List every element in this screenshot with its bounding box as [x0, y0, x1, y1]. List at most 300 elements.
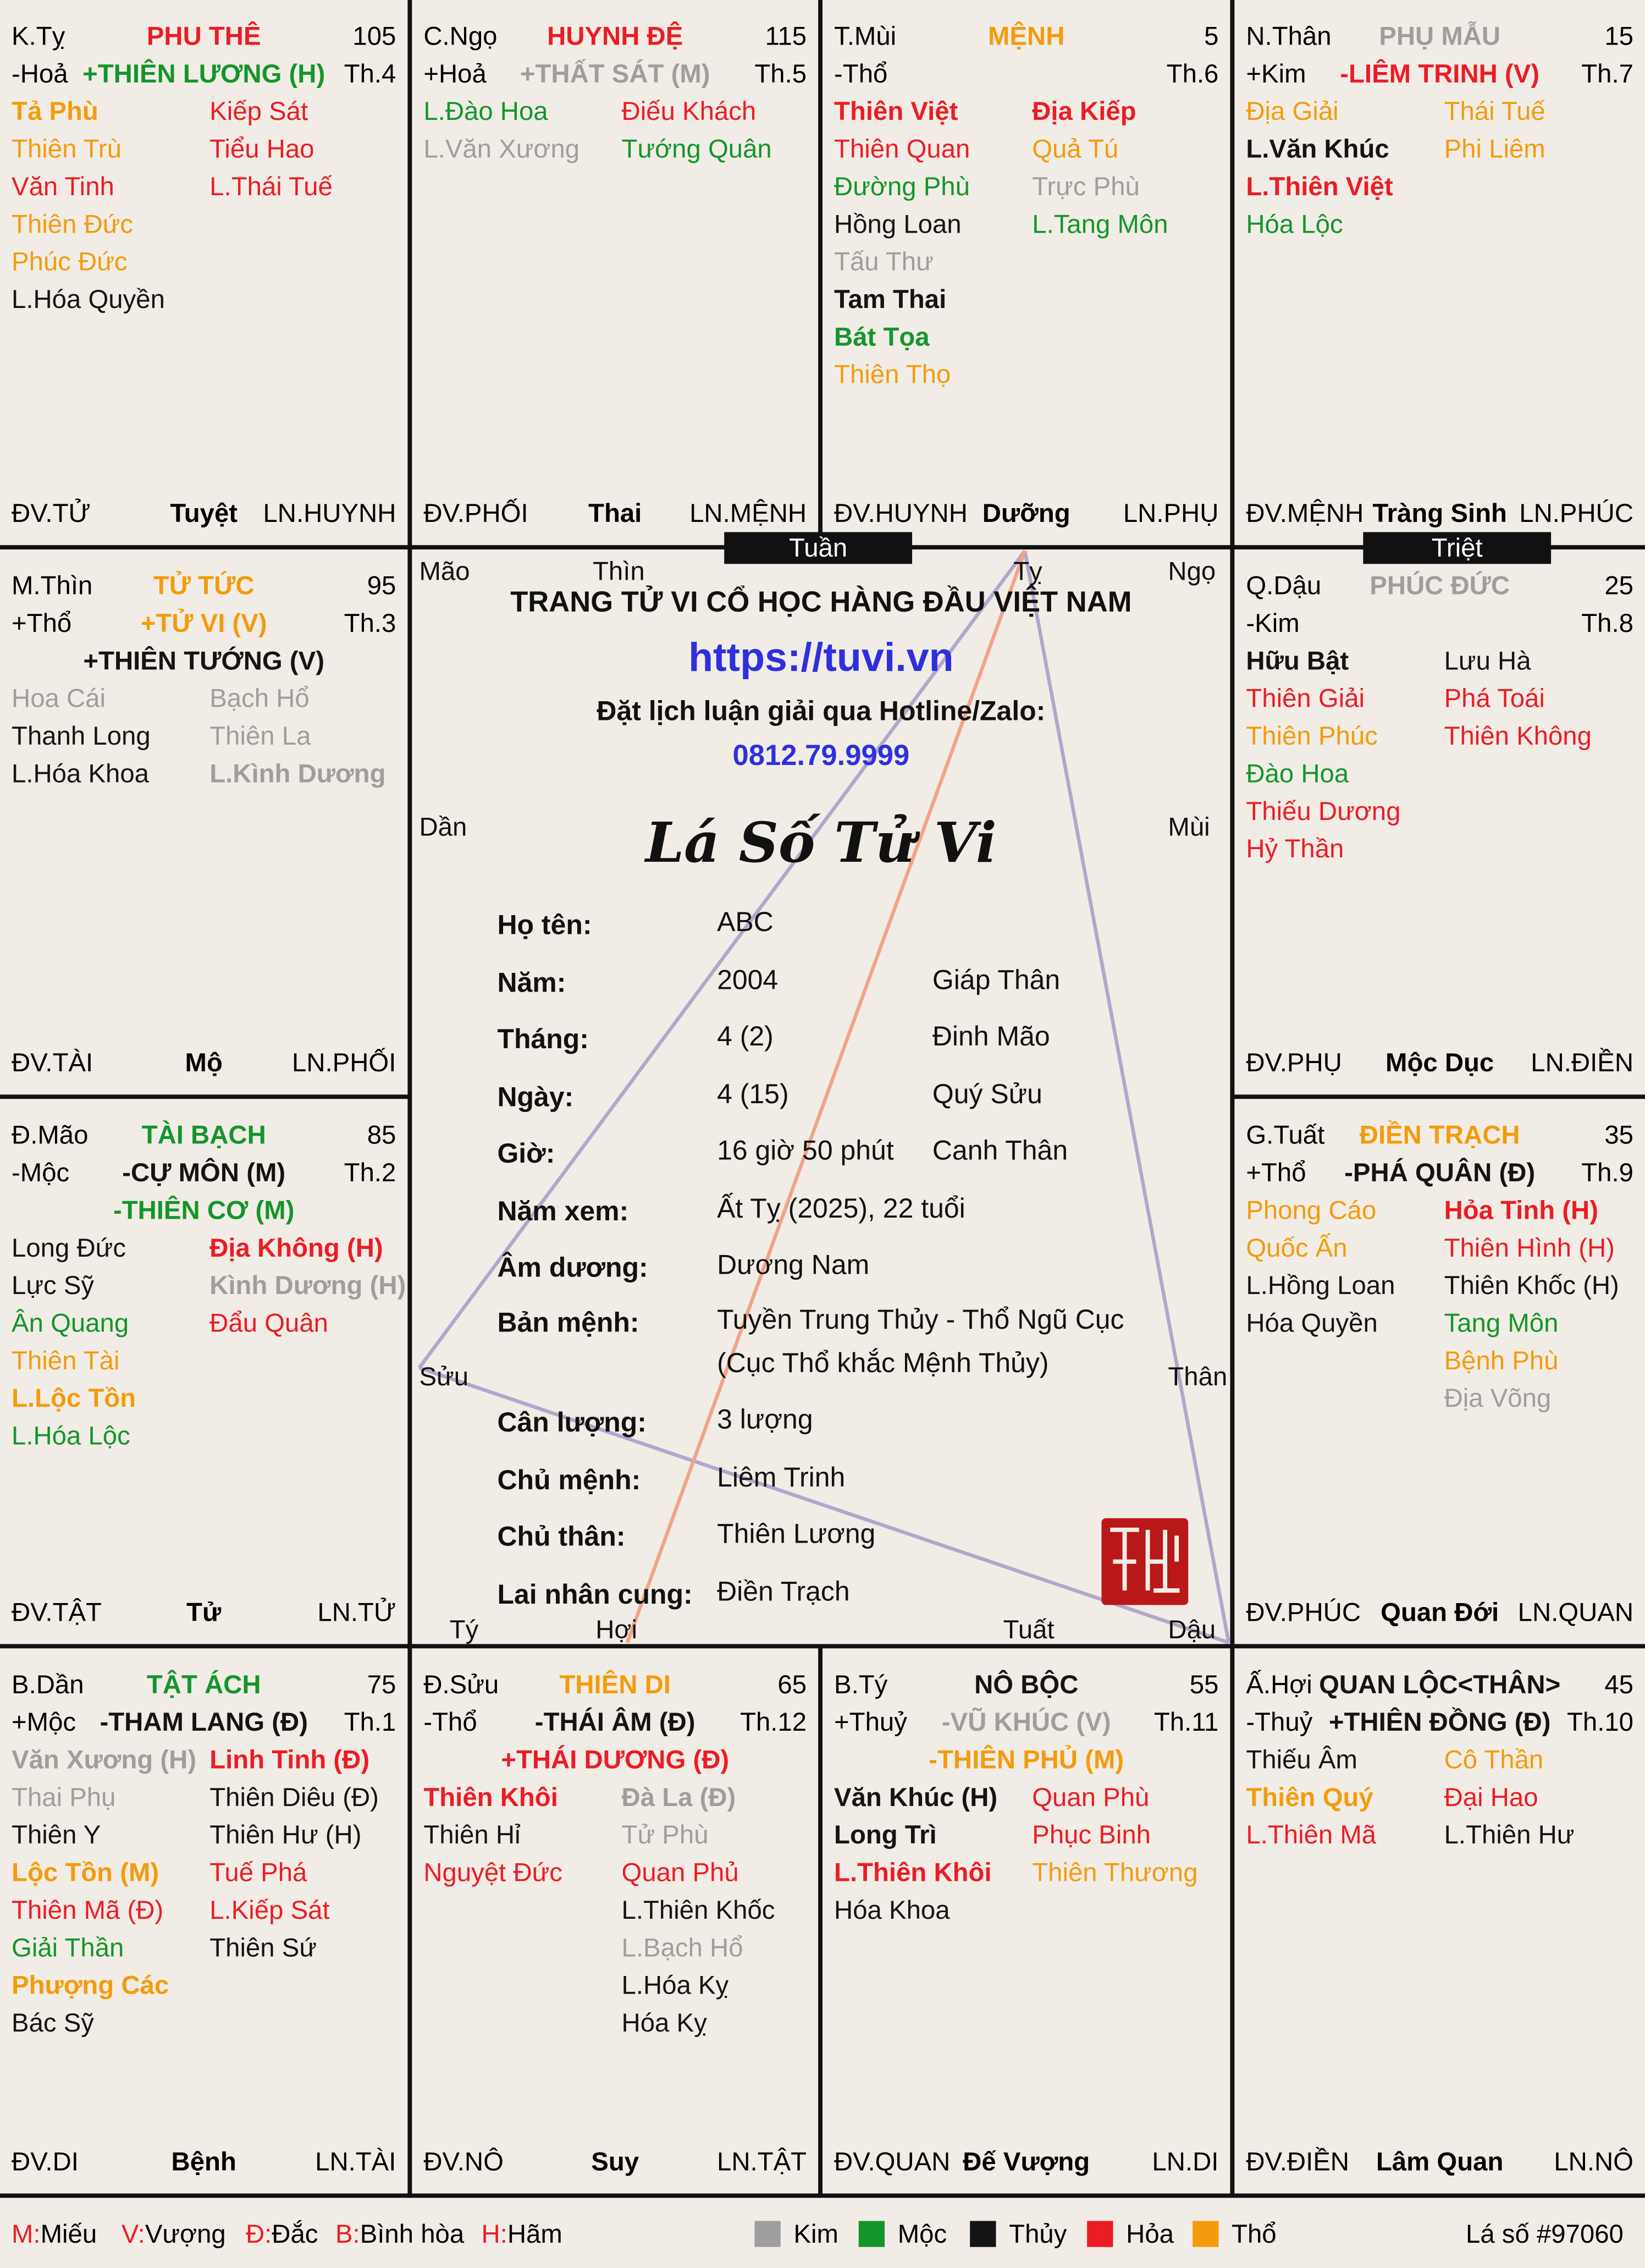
- info-value: 16 giờ 50 phút: [717, 1136, 894, 1167]
- main-star: -THÁI ÂM (Đ): [534, 1708, 695, 1737]
- palace-ln: LN.TẬT: [717, 2147, 807, 2176]
- info-label: Tháng:: [497, 1025, 589, 1056]
- palace-dv: ĐV.TẬT: [12, 1598, 102, 1627]
- palace-dv: ĐV.PHỤ: [1246, 1048, 1342, 1077]
- star-item: Bạch Hổ: [209, 684, 310, 713]
- corner-ngo: Ngọ: [1168, 557, 1216, 586]
- palace-stem-branch: K.Tỵ: [12, 21, 65, 51]
- star-item: Ân Quang: [12, 1308, 129, 1338]
- info-label: Lai nhân cung:: [497, 1580, 693, 1611]
- palace-ln: LN.PHÚC: [1519, 499, 1633, 528]
- palace-name: NÔ BỘC: [974, 1670, 1079, 1699]
- palace-6[interactable]: [4, 1119, 404, 1643]
- grid-line: [1230, 0, 1234, 2198]
- center-heading: TRANG TỬ VI CỔ HỌC HÀNG ĐẦU VIỆT NAM: [510, 587, 1132, 619]
- star-item: Quốc Ấn: [1246, 1233, 1348, 1263]
- palace-stage: Thai: [588, 499, 642, 528]
- star-item: Hoa Cái: [12, 684, 106, 713]
- star-item: Phục Binh: [1032, 1820, 1151, 1849]
- star-item: L.Hóa Kỵ: [621, 1970, 729, 2000]
- palace-dv: ĐV.NÔ: [423, 2147, 504, 2176]
- palace-stem-branch: Đ.Mão: [12, 1120, 89, 1150]
- palace-dv: ĐV.DI: [12, 2147, 79, 2176]
- palace-element: +Kim: [1246, 59, 1306, 89]
- palace-th: Th.9: [1581, 1158, 1633, 1187]
- palace-age: 105: [352, 21, 396, 51]
- palace-dv: ĐV.PHÚC: [1246, 1598, 1361, 1627]
- star-item: L.Thiên Mã: [1246, 1820, 1377, 1849]
- star-item: Thiếu Dương: [1246, 796, 1401, 826]
- star-item: Đà La (Đ): [621, 1782, 736, 1812]
- palace-name: TẬT ÁCH: [146, 1670, 261, 1699]
- corner-mui: Mùi: [1168, 812, 1210, 842]
- star-item: L.Bạch Hổ: [621, 1933, 743, 1962]
- main-star: +THIÊN ĐỒNG (Đ): [1328, 1708, 1551, 1737]
- star-item: L.Thái Tuế: [209, 172, 333, 201]
- legend-element: Kim: [793, 2219, 838, 2249]
- star-item: L.Lộc Tồn: [12, 1384, 136, 1413]
- legend-brightness: [12, 2218, 97, 2250]
- corner-hoi: Hợi: [595, 1615, 637, 1644]
- main-star: +TỬ VI (V): [140, 608, 267, 638]
- star-item: Kiếp Sát: [209, 97, 308, 126]
- palace-dv: ĐV.QUAN: [834, 2147, 951, 2176]
- chart-title: Lá Số Tử Vi: [645, 810, 997, 875]
- palace-dv: ĐV.ĐIỀN: [1246, 2147, 1349, 2176]
- star-item: Phi Liêm: [1444, 134, 1545, 164]
- info-value-can-chi: Đinh Mão: [932, 1022, 1050, 1053]
- grid-line: [1232, 1094, 1645, 1099]
- star-item: Bác Sỹ: [12, 2008, 94, 2038]
- star-item: Thiên Giải: [1246, 684, 1365, 713]
- star-item: Tuế Phá: [209, 1858, 307, 1887]
- palace-name: PHỤ MẪU: [1379, 21, 1501, 51]
- palace-th: Th.11: [1153, 1708, 1219, 1737]
- legend-element: Thổ: [1232, 2219, 1277, 2249]
- info-value: ABC: [717, 908, 774, 939]
- star-item: L.Văn Xương: [423, 134, 580, 164]
- legend-swatch: [1193, 2221, 1218, 2247]
- star-item: Thiên Thương: [1032, 1858, 1198, 1887]
- grid-line: [0, 1094, 411, 1099]
- star-item: Thiếu Âm: [1246, 1745, 1357, 1775]
- corner-than: Thân: [1168, 1362, 1228, 1391]
- info-value: (Cục Thổ khắc Mệnh Thủy): [717, 1349, 1049, 1380]
- info-value: Liêm Trinh: [717, 1463, 846, 1494]
- palace-0[interactable]: [4, 20, 404, 544]
- palace-stage: Bệnh: [171, 2147, 236, 2176]
- star-item: Đào Hoa: [1246, 759, 1349, 788]
- star-item: L.Thiên Khôi: [834, 1858, 992, 1887]
- palace-stem-branch: Q.Dậu: [1246, 571, 1322, 601]
- info-label: Chủ mệnh:: [497, 1466, 641, 1497]
- star-item: Hóa Lộc: [1246, 210, 1343, 239]
- palace-element: -Hoả: [12, 59, 68, 89]
- legend-key: V:: [121, 2219, 145, 2249]
- legend-key: H:: [481, 2219, 507, 2249]
- palace-th: Th.1: [344, 1708, 396, 1737]
- palace-ln: LN.DI: [1152, 2147, 1219, 2176]
- palace-name: PHU THÊ: [146, 21, 261, 51]
- star-item: Tả Phù: [12, 97, 98, 126]
- palace-stem-branch: N.Thân: [1246, 21, 1332, 51]
- star-item: Thiên Việt: [834, 97, 958, 126]
- palace-stage: Tuyệt: [170, 499, 238, 528]
- star-item: Tang Môn: [1444, 1308, 1559, 1338]
- palace-name: TÀI BẠCH: [141, 1120, 266, 1150]
- star-item: Quan Phù: [1032, 1782, 1150, 1812]
- star-item: Bệnh Phù: [1444, 1346, 1559, 1375]
- star-item: Thiên Sứ: [209, 1933, 317, 1962]
- star-item: Hữu Bật: [1246, 646, 1349, 675]
- palace-element: -Mộc: [12, 1158, 70, 1187]
- star-item: Văn Tinh: [12, 172, 114, 201]
- star-item: L.Kiếp Sát: [209, 1895, 330, 1925]
- info-value-can-chi: Quý Sửu: [932, 1080, 1042, 1111]
- star-item: Thai Phụ: [12, 1782, 116, 1812]
- star-item: L.Hóa Khoa: [12, 759, 150, 788]
- main-star: -PHÁ QUÂN (Đ): [1344, 1158, 1536, 1187]
- palace-th: Th.6: [1166, 59, 1219, 89]
- info-value: Điền Trạch: [717, 1577, 850, 1608]
- star-item: Phượng Các: [12, 1970, 169, 2000]
- palace-8[interactable]: [4, 1669, 404, 2192]
- palace-stage: Lâm Quan: [1376, 2147, 1504, 2176]
- palace-stage: Quan Đới: [1381, 1598, 1499, 1627]
- palace-age: 15: [1604, 21, 1633, 51]
- info-value: Thiên Lương: [717, 1520, 876, 1550]
- palace-stem-branch: B.Tý: [834, 1670, 888, 1699]
- star-item: Thiên Phúc: [1246, 721, 1378, 751]
- main-star: -VŨ KHÚC (V): [941, 1708, 1111, 1737]
- star-item: Văn Khúc (H): [834, 1782, 998, 1812]
- booking-text: Đặt lịch luận giải qua Hotline/Zalo:: [597, 697, 1046, 728]
- corner-thin: Thìn: [592, 557, 645, 586]
- palace-stem-branch: C.Ngọ: [423, 21, 498, 51]
- palace-element: +Hoả: [423, 59, 487, 89]
- triet-tag: Triệt: [1363, 532, 1551, 564]
- palace-element: +Mộc: [12, 1708, 76, 1737]
- star-item: Cô Thần: [1444, 1745, 1544, 1775]
- palace-element: +Thuỷ: [834, 1708, 907, 1737]
- palace-stage: Mộ: [185, 1048, 223, 1077]
- palace-stem-branch: G.Tuất: [1246, 1120, 1325, 1150]
- star-item: L.Thiên Hư: [1444, 1820, 1575, 1849]
- palace-ln: LN.TỬ: [317, 1598, 396, 1627]
- star-item: Linh Tinh (Đ): [209, 1745, 370, 1775]
- palace-name: QUAN LỘC<THÂN>: [1319, 1670, 1561, 1699]
- star-item: Quả Tú: [1032, 134, 1119, 164]
- palace-3[interactable]: [1239, 20, 1641, 544]
- star-item: Lực Sỹ: [12, 1271, 95, 1300]
- palace-stage: Tử: [186, 1598, 222, 1627]
- info-label: Ngày:: [497, 1083, 574, 1114]
- palace-stage: Dưỡng: [982, 499, 1070, 528]
- star-item: Địa Không (H): [209, 1233, 383, 1263]
- star-item: Thanh Long: [12, 721, 151, 751]
- palace-stem-branch: M.Thìn: [12, 571, 93, 601]
- palace-stem-branch: Ấ.Hợi: [1246, 1670, 1312, 1699]
- star-item: Lưu Hà: [1444, 646, 1531, 675]
- palace-dv: ĐV.PHỐI: [423, 499, 528, 528]
- palace-10[interactable]: [827, 1669, 1226, 2192]
- star-item: Thiên Hư (H): [209, 1820, 362, 1849]
- legend-element: Thủy: [1009, 2219, 1067, 2249]
- palace-stem-branch: T.Mùi: [834, 21, 897, 51]
- star-item: Kình Dương (H): [209, 1271, 406, 1300]
- star-item: Điếu Khách: [621, 97, 757, 126]
- info-label: Âm dương:: [497, 1253, 648, 1284]
- info-value: Ất Tỵ (2025), 22 tuổi: [717, 1194, 965, 1225]
- info-label: Chủ thân:: [497, 1522, 626, 1553]
- palace-stem-branch: Đ.Sửu: [423, 1670, 499, 1699]
- info-label: Họ tên:: [497, 911, 592, 942]
- palace-age: 65: [777, 1670, 807, 1699]
- palace-4[interactable]: [4, 570, 404, 1093]
- star-item: L.Thiên Khốc: [621, 1895, 775, 1925]
- palace-name: HUYNH ĐỆ: [547, 21, 683, 51]
- corner-dau: Dậu: [1168, 1615, 1216, 1644]
- palace-age: 55: [1189, 1670, 1219, 1699]
- legend-value: Đắc: [272, 2219, 318, 2249]
- palace-stage: Mộc Dục: [1385, 1048, 1494, 1077]
- star-item: L.Kình Dương: [209, 759, 386, 788]
- star-item: Lộc Tồn (M): [12, 1858, 159, 1887]
- palace-th: Th.3: [344, 608, 396, 638]
- star-item: Hóa Quyền: [1246, 1308, 1378, 1338]
- palace-dv: ĐV.MỆNH: [1246, 499, 1364, 528]
- star-item: L.Hóa Lộc: [12, 1421, 130, 1451]
- star-item: Thiên Trù: [12, 134, 122, 164]
- palace-name: TỬ TỨC: [153, 571, 255, 601]
- main-star: -LIÊM TRINH (V): [1340, 59, 1540, 89]
- star-item: L.Thiên Việt: [1246, 172, 1393, 201]
- info-value: 4 (2): [717, 1022, 774, 1053]
- legend-swatch: [754, 2221, 780, 2247]
- star-item: Thiên Y: [12, 1820, 101, 1849]
- star-item: Hỏa Tinh (H): [1444, 1196, 1598, 1225]
- star-item: L.Tang Môn: [1032, 210, 1168, 239]
- legend-brightness: [335, 2218, 464, 2250]
- star-item: Thiên Đức: [12, 210, 134, 239]
- star-item: Tử Phù: [621, 1820, 709, 1849]
- legend-brightness: [246, 2218, 318, 2250]
- legend-brightness: [482, 2218, 562, 2250]
- palace-th: Th.4: [344, 59, 396, 89]
- main-star: -CỰ MÔN (M): [122, 1158, 286, 1187]
- legend-value: Vượng: [145, 2219, 226, 2249]
- corner-dan: Dần: [419, 812, 467, 842]
- star-item: Thiên Quan: [834, 134, 970, 164]
- star-item: Địa Võng: [1444, 1384, 1552, 1413]
- info-value-can-chi: Canh Thân: [932, 1136, 1068, 1167]
- palace-ln: LN.PHỐI: [292, 1048, 396, 1077]
- legend-key: Đ:: [245, 2219, 272, 2249]
- star-item: Thiên Khôi: [423, 1782, 558, 1812]
- palace-th: Th.10: [1566, 1708, 1633, 1737]
- star-item: Tấu Thư: [834, 247, 934, 277]
- star-item: Thiên Mã (Đ): [12, 1895, 164, 1925]
- main-star: +THẤT SÁT (M): [520, 59, 710, 89]
- main-star: +THÁI DƯƠNG (Đ): [501, 1745, 730, 1775]
- palace-th: Th.2: [344, 1158, 396, 1187]
- palace-stage: Tràng Sinh: [1372, 499, 1507, 528]
- star-item: Giải Thần: [12, 1933, 124, 1962]
- star-item: Hóa Kỵ: [621, 2008, 707, 2038]
- info-value: Tuyền Trung Thủy - Thổ Ngũ Cục: [717, 1306, 1124, 1336]
- main-star: -THIÊN CƠ (M): [113, 1196, 295, 1225]
- main-star: -THAM LANG (Đ): [100, 1708, 308, 1737]
- star-item: Đường Phù: [834, 172, 970, 201]
- info-label: Cân lượng:: [497, 1408, 647, 1439]
- seal-logo: [1101, 1518, 1188, 1605]
- palace-age: 115: [765, 21, 807, 51]
- palace-ln: LN.HUYNH: [263, 499, 396, 528]
- palace-age: 25: [1604, 571, 1633, 601]
- main-star: +THIÊN LƯƠNG (H): [82, 59, 325, 89]
- corner-ti: Tý: [449, 1615, 479, 1644]
- legend-element: Hỏa: [1126, 2219, 1174, 2249]
- star-item: Nguyệt Đức: [423, 1858, 563, 1887]
- palace-name: ĐIỀN TRẠCH: [1359, 1120, 1520, 1150]
- hotline-number: 0812.79.9999: [732, 740, 910, 772]
- palace-ln: LN.QUAN: [1517, 1598, 1633, 1627]
- palace-element: -Thổ: [834, 59, 888, 89]
- palace-2[interactable]: [827, 20, 1226, 544]
- corner-tuat: Tuất: [1003, 1615, 1055, 1644]
- star-item: L.Đào Hoa: [423, 97, 548, 126]
- legend-key: M:: [12, 2219, 41, 2249]
- star-item: Thái Tuế: [1444, 97, 1545, 126]
- chart-number: Lá số #97060: [1466, 2219, 1624, 2249]
- palace-th: Th.8: [1581, 608, 1633, 638]
- legend-swatch: [859, 2221, 885, 2247]
- palace-name: THIÊN DI: [559, 1670, 671, 1699]
- palace-ln: LN.NÔ: [1554, 2147, 1633, 2176]
- palace-dv: ĐV.TỬ: [12, 499, 91, 528]
- grid-line: [407, 0, 412, 2198]
- grid-line: [818, 1645, 822, 2195]
- palace-age: 45: [1604, 1670, 1633, 1699]
- tuan-tag: Tuần: [724, 532, 912, 564]
- palace-th: Th.7: [1581, 59, 1633, 89]
- palace-stage: Đế Vượng: [963, 2147, 1090, 2176]
- palace-stage: Suy: [591, 2147, 639, 2176]
- palace-element: +Thổ: [1246, 1158, 1306, 1187]
- star-item: Thiên Thọ: [834, 360, 951, 389]
- star-item: Bát Tọa: [834, 322, 930, 351]
- palace-name: PHÚC ĐỨC: [1370, 571, 1510, 601]
- star-item: Địa Kiếp: [1032, 97, 1136, 126]
- star-item: Tam Thai: [834, 284, 947, 314]
- legend-swatch: [1087, 2221, 1113, 2247]
- legend-value: Bình hòa: [360, 2219, 465, 2249]
- palace-9[interactable]: [416, 1669, 814, 2192]
- palace-ln: LN.MỆNH: [689, 499, 807, 528]
- grid-line: [818, 0, 822, 547]
- info-value: 3 lượng: [717, 1405, 813, 1436]
- info-label: Năm:: [497, 968, 566, 999]
- star-item: L.Hóa Quyền: [12, 284, 165, 314]
- legend-swatch: [970, 2221, 996, 2247]
- star-item: Tướng Quân: [621, 134, 772, 164]
- info-value: Dương Nam: [717, 1251, 870, 1281]
- star-item: Thiên Hình (H): [1444, 1233, 1615, 1263]
- palace-element: +Thổ: [12, 608, 72, 638]
- star-item: L.Văn Khúc: [1246, 134, 1389, 164]
- palace-age: 75: [367, 1670, 396, 1699]
- palace-th: Th.12: [740, 1708, 807, 1737]
- info-label: Giờ:: [497, 1139, 555, 1170]
- star-item: Long Đức: [12, 1233, 126, 1263]
- palace-element: -Thuỷ: [1246, 1708, 1313, 1737]
- star-item: Phá Toái: [1444, 684, 1545, 713]
- star-item: Thiên Quý: [1246, 1782, 1373, 1812]
- main-star: -THIÊN PHỦ (M): [929, 1745, 1124, 1775]
- info-value: 4 (15): [717, 1080, 789, 1111]
- star-item: Văn Xương (H): [12, 1745, 197, 1775]
- star-item: Thiên La: [209, 721, 311, 751]
- info-value: 2004: [717, 966, 779, 997]
- info-label: Năm xem:: [497, 1197, 629, 1228]
- legend-value: Miếu: [40, 2219, 97, 2249]
- legend-value: Hãm: [507, 2219, 562, 2249]
- star-item: Tiểu Hao: [209, 134, 314, 164]
- star-item: Địa Giải: [1246, 97, 1339, 126]
- palace-age: 35: [1604, 1120, 1633, 1150]
- star-item: Phúc Đức: [12, 247, 128, 277]
- corner-ty: Tỵ: [1013, 557, 1042, 586]
- corner-mao: Mão: [419, 557, 470, 586]
- star-item: Đẩu Quân: [209, 1308, 328, 1338]
- star-item: Trực Phù: [1032, 172, 1140, 201]
- palace-5[interactable]: [1239, 570, 1641, 1093]
- star-item: Thiên Khốc (H): [1444, 1271, 1619, 1300]
- star-item: Thiên Diêu (Đ): [209, 1782, 379, 1812]
- palace-1[interactable]: [416, 20, 814, 544]
- star-item: Hồng Loan: [834, 210, 962, 239]
- palace-age: 95: [367, 571, 396, 601]
- star-item: Hóa Khoa: [834, 1895, 950, 1925]
- site-link[interactable]: https://tuvi.vn: [688, 635, 954, 680]
- star-item: Quan Phủ: [621, 1858, 739, 1887]
- palace-dv: ĐV.HUYNH: [834, 499, 968, 528]
- corner-suu: Sửu: [419, 1362, 469, 1391]
- legend-key: B:: [335, 2219, 360, 2249]
- main-star: +THIÊN TƯỚNG (V): [83, 646, 324, 675]
- star-item: Hỷ Thần: [1246, 834, 1344, 863]
- info-value-can-chi: Giáp Thân: [932, 966, 1061, 997]
- palace-7[interactable]: [1239, 1119, 1641, 1643]
- legend-brightness: [122, 2218, 226, 2250]
- palace-ln: LN.PHỤ: [1123, 499, 1219, 528]
- palace-th: Th.5: [754, 59, 807, 89]
- star-item: Phong Cáo: [1246, 1196, 1377, 1225]
- palace-age: 5: [1204, 21, 1219, 51]
- palace-element: -Kim: [1246, 608, 1300, 638]
- legend-element: Mộc: [897, 2219, 947, 2249]
- info-label: Bản mệnh:: [497, 1308, 639, 1339]
- palace-name: MỆNH: [988, 21, 1065, 51]
- star-item: Long Trì: [834, 1820, 937, 1849]
- palace-stem-branch: B.Dần: [12, 1670, 84, 1699]
- palace-11[interactable]: [1239, 1669, 1641, 2192]
- star-item: Thiên Không: [1444, 721, 1592, 751]
- palace-age: 85: [367, 1120, 396, 1150]
- star-item: Đại Hao: [1444, 1782, 1538, 1812]
- star-item: Thiên Hỉ: [423, 1820, 521, 1849]
- palace-dv: ĐV.TÀI: [12, 1048, 93, 1077]
